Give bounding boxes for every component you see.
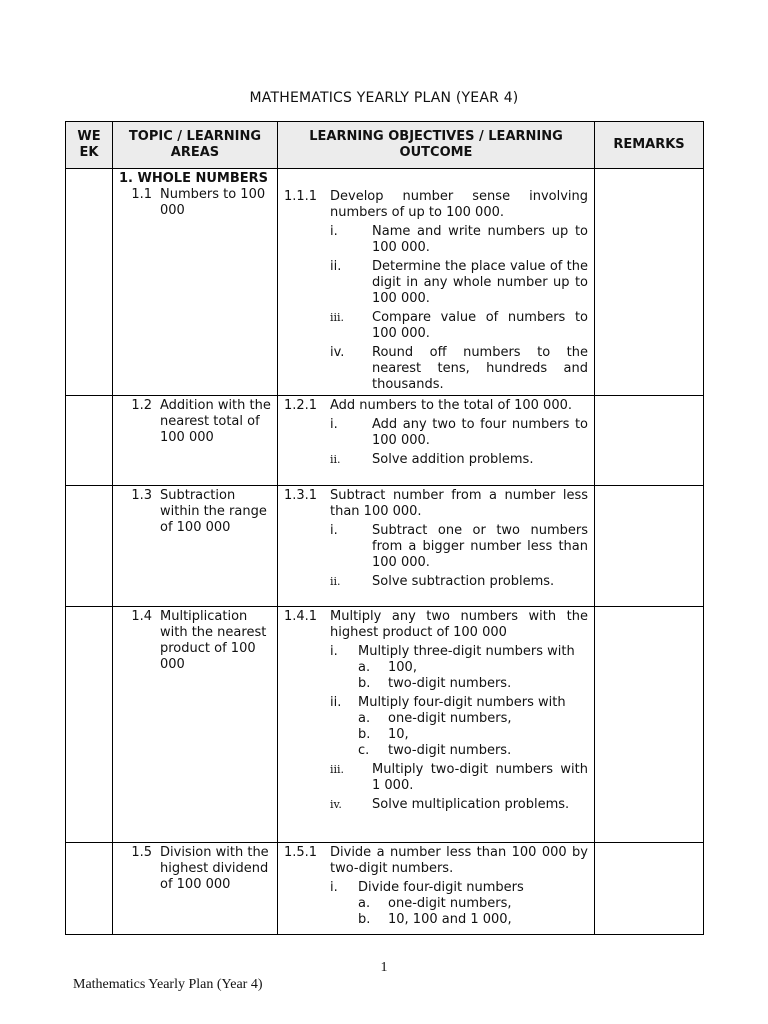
learning-outcome: [284, 880, 588, 896]
table-header-row: [66, 122, 704, 169]
outcome-number: i.: [330, 880, 338, 895]
week-cell: [66, 607, 113, 843]
objective-number: 1.2.1: [284, 398, 318, 413]
subitem-text: two-digit numbers.: [388, 676, 512, 691]
subitem-text: 10,: [388, 727, 409, 742]
outcome-text: Solve subtraction problems.: [372, 574, 555, 589]
objectives-cell: [278, 486, 595, 607]
topic-entry: [119, 398, 271, 446]
topic-entry: [119, 488, 271, 536]
week-cell: [66, 169, 113, 396]
learning-outcome: [284, 574, 588, 590]
objective-text: Multiply any two numbers with the highest product of 100 000: [330, 609, 588, 640]
objectives-cell: [278, 843, 595, 935]
outcome-text: Multiply three-digit numbers with: [358, 644, 575, 659]
outcome-number: i.: [330, 523, 338, 538]
outcome-number: iv.: [330, 345, 345, 360]
learning-outcome: [284, 797, 588, 813]
objectives-cell: [278, 396, 595, 486]
page-number: 1: [380, 960, 388, 975]
outcome-subitem: [284, 676, 588, 692]
header-topic: TOPIC / LEARNING AREAS: [113, 122, 278, 169]
objective-text: Subtract number from a number less than 100 000.: [330, 488, 588, 519]
subitem-text: 100,: [388, 660, 417, 675]
learning-outcome: [284, 417, 588, 449]
outcome-subitem: [284, 660, 588, 676]
table-row: [66, 169, 704, 396]
objective: [284, 189, 588, 221]
learning-outcome: [284, 224, 588, 256]
subitem-letter: b.: [358, 727, 371, 742]
topic-text: Subtraction within the range of 100 000: [160, 488, 267, 535]
table-row: [66, 396, 704, 486]
subitem-text: one-digit numbers,: [388, 896, 512, 911]
document-title: MATHEMATICS YEARLY PLAN (YEAR 4): [249, 90, 519, 106]
topic-text: Addition with the nearest total of 100 000: [160, 398, 271, 445]
outcome-subitem: [284, 896, 588, 912]
learning-outcome: [284, 695, 588, 711]
subitem-letter: b.: [358, 676, 371, 691]
topic-cell: [113, 486, 278, 607]
outcome-number: ii.: [330, 575, 341, 588]
subitem-letter: a.: [358, 711, 371, 726]
table-row: [66, 843, 704, 935]
subitem-letter: a.: [358, 896, 371, 911]
learning-outcome: [284, 644, 588, 660]
remarks-cell: [595, 396, 704, 486]
outcome-text: Name and write numbers up to 100 000.: [372, 224, 588, 255]
objective-text: Divide a number less than 100 000 by two-digit numbers.: [330, 845, 588, 876]
topic-number: 1.3: [131, 488, 152, 503]
table-row: [66, 607, 704, 843]
learning-outcome: [284, 523, 588, 571]
yearly-plan-table: [65, 121, 704, 935]
outcome-number: ii.: [330, 695, 342, 710]
topic-entry: [119, 187, 271, 219]
topic-text: Multiplication with the nearest product of 100 000: [160, 609, 267, 672]
outcome-number: iii.: [330, 763, 345, 776]
subitem-letter: c.: [358, 743, 370, 758]
learning-outcome: [284, 762, 588, 794]
outcome-subitem: [284, 912, 588, 928]
outcome-text: Subtract one or two numbers from a bigger number less than 100 000.: [372, 523, 588, 570]
remarks-cell: [595, 486, 704, 607]
topic-cell: [113, 396, 278, 486]
outcome-text: Solve addition problems.: [372, 452, 534, 467]
outcome-subitem: [284, 727, 588, 743]
topic-entry: [119, 609, 271, 673]
page-footer: Mathematics Yearly Plan (Year 4): [73, 977, 263, 992]
week-cell: [66, 843, 113, 935]
learning-outcome: [284, 310, 588, 342]
learning-outcome: [284, 345, 588, 393]
week-cell: [66, 486, 113, 607]
objective-number: 1.4.1: [284, 609, 318, 624]
topic-cell: [113, 607, 278, 843]
outcome-subitem: [284, 743, 588, 759]
section-name: WHOLE NUMBERS: [137, 171, 269, 186]
objective: [284, 488, 588, 520]
outcome-text: Solve multiplication problems.: [372, 797, 570, 812]
subitem-text: 10, 100 and 1 000,: [388, 912, 512, 927]
outcome-text: Compare value of numbers to 100 000.: [372, 310, 588, 341]
subitem-text: one-digit numbers,: [388, 711, 512, 726]
learning-outcome: [284, 452, 588, 468]
objective-number: 1.5.1: [284, 845, 318, 860]
outcome-number: i.: [330, 224, 338, 239]
week-cell: [66, 396, 113, 486]
subitem-text: two-digit numbers.: [388, 743, 512, 758]
remarks-cell: [595, 607, 704, 843]
topic-cell: [113, 169, 278, 396]
header-remarks: REMARKS: [595, 122, 704, 169]
outcome-subitem: [284, 711, 588, 727]
objective: [284, 609, 588, 641]
outcome-text: Round off numbers to the nearest tens, hundreds and thousands.: [372, 345, 588, 392]
outcome-text: Determine the place value of the digit in any whole number up to 100 000.: [372, 259, 588, 306]
header-week: WE EK: [66, 122, 113, 169]
outcome-text: Add any two to four numbers to 100 000.: [372, 417, 588, 448]
remarks-cell: [595, 169, 704, 396]
topic-text: Numbers to 100 000: [160, 187, 266, 218]
objectives-cell: [278, 169, 595, 396]
topic-cell: [113, 843, 278, 935]
objective: [284, 398, 588, 414]
outcome-number: i.: [330, 644, 338, 659]
topic-number: 1.2: [131, 398, 152, 413]
objective-number: 1.1.1: [284, 189, 318, 204]
topic-number: 1.1: [131, 187, 152, 202]
topic-text: Division with the highest dividend of 100 000: [160, 845, 269, 892]
objective-text: Develop number sense involving numbers of up to 100 000.: [330, 189, 588, 220]
outcome-number: ii.: [330, 259, 342, 274]
header-objectives: LEARNING OBJECTIVES / LEARNING OUTCOME: [278, 122, 595, 169]
outcome-number: iv.: [330, 798, 342, 811]
subitem-letter: a.: [358, 660, 371, 675]
outcome-text: Multiply two-digit numbers with 1 000.: [372, 762, 588, 793]
objective: [284, 845, 588, 877]
remarks-cell: [595, 843, 704, 935]
topic-number: 1.4: [131, 609, 152, 624]
outcome-number: iii.: [330, 311, 345, 324]
section-title: [119, 171, 271, 187]
learning-outcome: [284, 259, 588, 307]
objective-number: 1.3.1: [284, 488, 318, 503]
subitem-letter: b.: [358, 912, 371, 927]
objectives-cell: [278, 607, 595, 843]
topic-number: 1.5: [131, 845, 152, 860]
outcome-text: Multiply four-digit numbers with: [358, 695, 566, 710]
table-body: [66, 169, 704, 935]
outcome-number: ii.: [330, 453, 341, 466]
objective-text: Add numbers to the total of 100 000.: [330, 398, 573, 413]
section-number: 1.: [119, 171, 133, 186]
topic-entry: [119, 845, 271, 893]
table-row: [66, 486, 704, 607]
outcome-number: i.: [330, 417, 338, 432]
outcome-text: Divide four-digit numbers: [358, 880, 524, 895]
